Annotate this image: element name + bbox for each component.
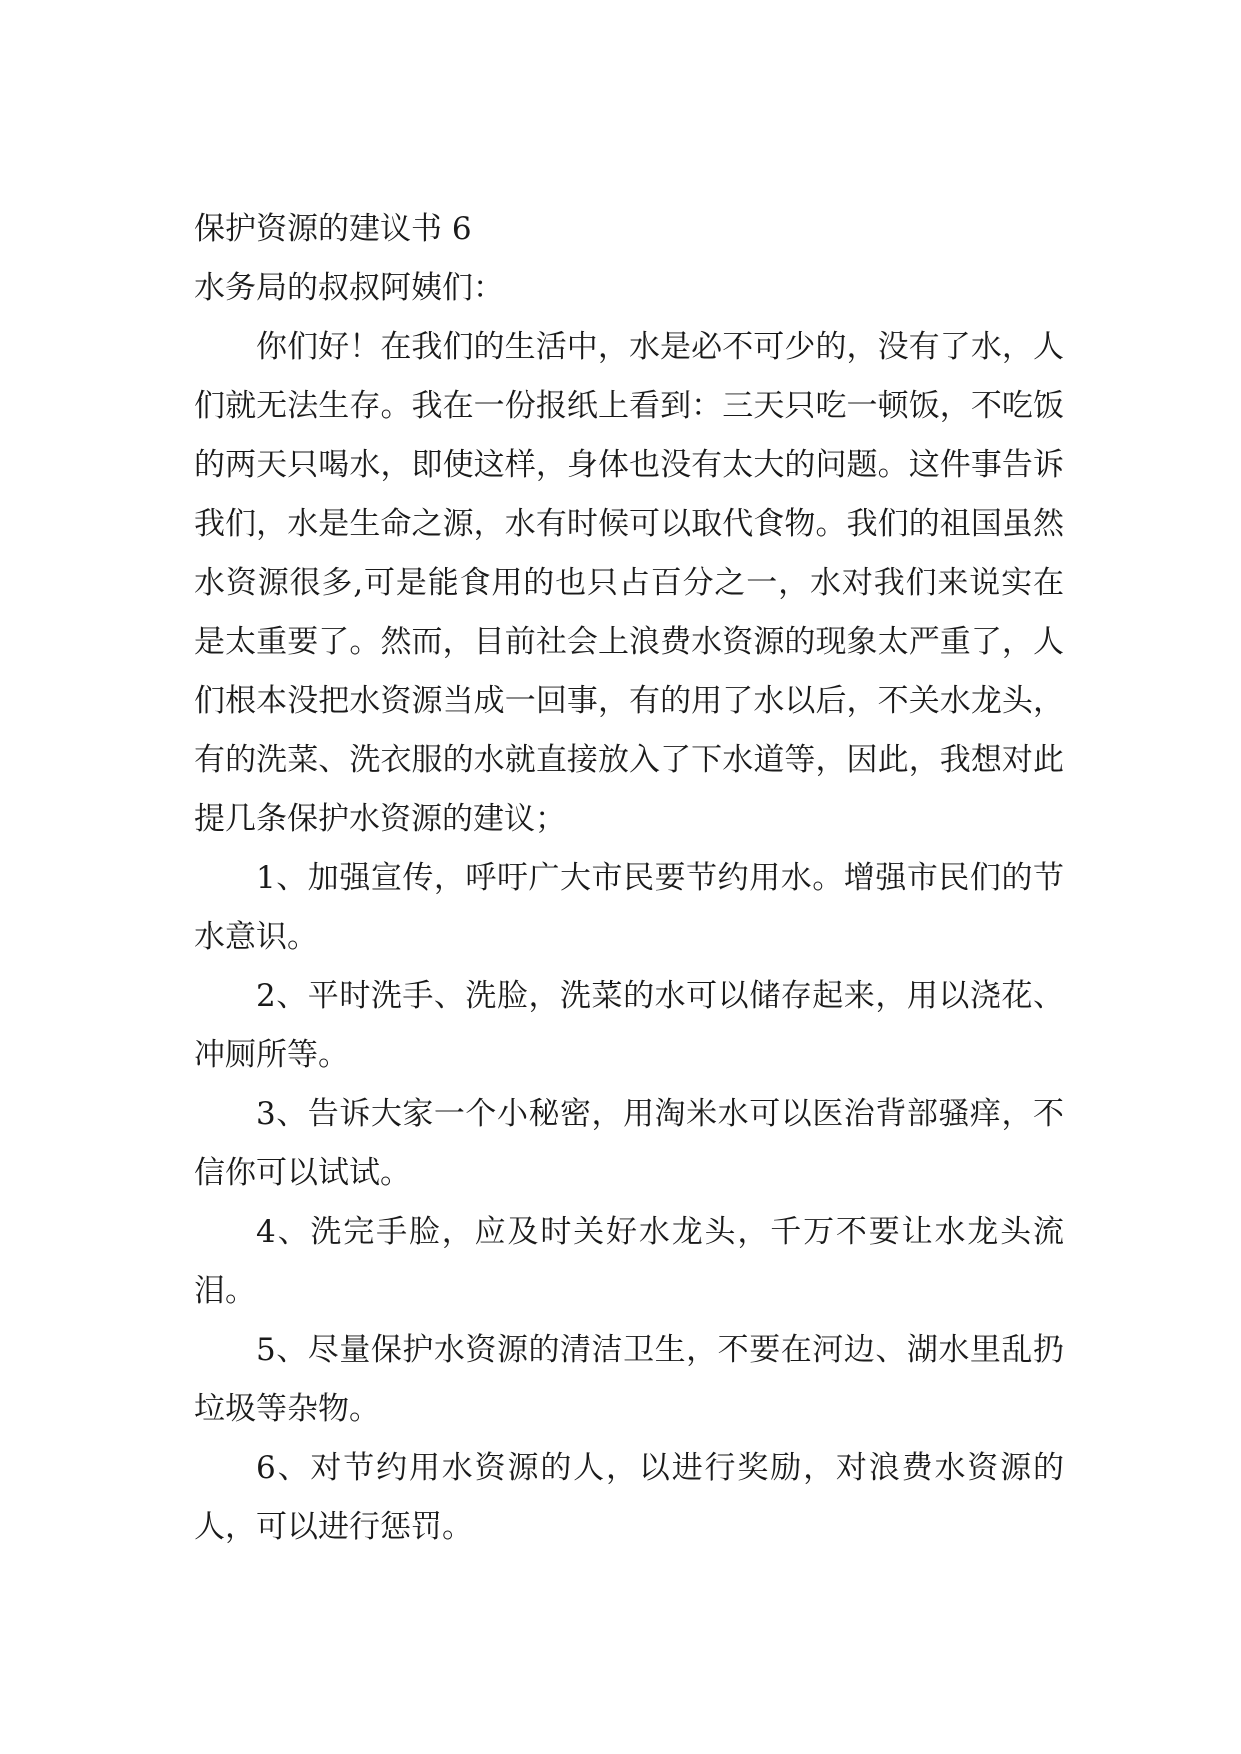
suggestion-5: 5、尽量保护水资源的清洁卫生，不要在河边、湖水里乱扔垃圾等杂物。	[194, 1332, 1064, 1427]
paragraph-intro: 你们好！在我们的生活中，水是必不可少的，没有了水，人们就无法生存。我在一份报纸上看到：三天只吃一顿饭，不吃饭的两天只喝水，即使这样，身体也没有太大的问题。这件事告诉我们，水是生命之源，水有时候可以取代食物。我们的祖国虽然水资源很多,可是能食用的也只占百分之一，水对我们来说实在是太重要了。然而，目前社会上浪费水资源的现象太严重了，人们根本没把水资源当成一回事，有的用了水以后，不关水龙头，有的洗菜、洗衣服的水就直接放入了下水道等，因此，我想对此提几条保护水资源的建议；	[194, 329, 1064, 837]
suggestion-3: 3、告诉大家一个小秘密，用淘米水可以医治背部骚痒，不信你可以试试。	[194, 1096, 1064, 1191]
document-title: 保护资源的建议书 6	[194, 211, 472, 247]
suggestion-2: 2、平时洗手、洗脸，洗菜的水可以储存起来，用以浇花、冲厕所等。	[194, 978, 1064, 1073]
suggestion-4: 4、洗完手脸，应及时关好水龙头，千万不要让水龙头流泪。	[194, 1214, 1064, 1309]
suggestion-1: 1、加强宣传，呼吁广大市民要节约用水。增强市民们的节水意识。	[194, 860, 1064, 955]
salutation: 水务局的叔叔阿姨们：	[194, 270, 504, 306]
document-body	[194, 200, 1064, 1557]
suggestion-6: 6、对节约用水资源的人，以进行奖励，对浪费水资源的人，可以进行惩罚。	[194, 1450, 1064, 1545]
